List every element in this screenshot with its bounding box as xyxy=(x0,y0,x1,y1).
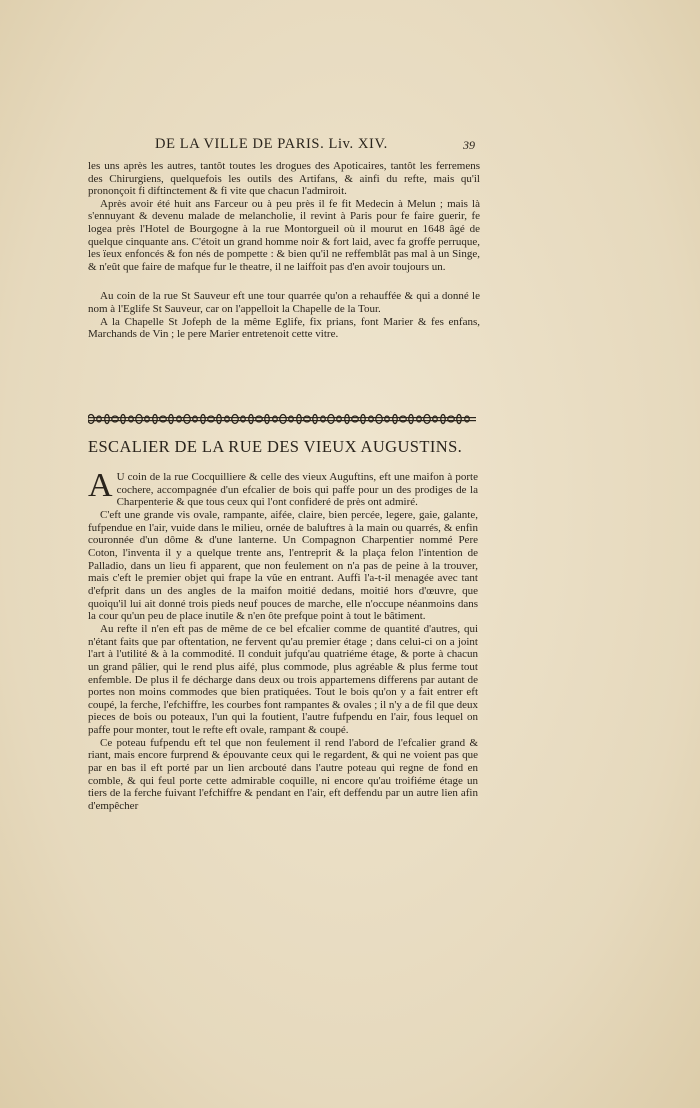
paragraph: Ce poteau fufpendu eft tel que non feulement il rend l'abord de l'efcalier grand & riant, mais encore furprend & épouvante ceux qui le regardent, & qui ne voient pas que par en bas il eft porté par un lien arcbouté dans l'autre poteau qui regne de fond en comble, & qui feul porte cette admirable coquille, ni encore qu'au troifiéme étage un tiers de la ferche fuivant l'efchiffre & pendant en l'air, eft deffendu par un autre lien afin d'empêcher xyxy=(88,736,478,813)
section-title: ESCALIER DE LA RUE DES VIEUX AUGUSTINS. xyxy=(88,437,463,456)
drop-cap: A xyxy=(88,467,113,504)
paragraph: Après avoir été huit ans Farceur ou à peu près il fe fit Medecin à Melun ; mais là s'ennuyant & devenu malade de melancholie, il revint à Paris pour fe faire guerir, fe logea près l'Hotel de Bourgogne à la rue Montorgueil où il mourut en 1648 âgé de quelque cinquante ans. C'étoit un grand homme noir & fort laid, avec fa groffe perruque, les ïeux enfoncés & fon nés de pompette : & bien qu'il ne reffemblât pas mal à un Singe, & n'eût que faire de mafque fur le theatre, il ne laiffoit pas d'en avoir toujours un. xyxy=(88,197,480,273)
upper-text xyxy=(88,160,480,341)
paragraph-first xyxy=(88,467,478,509)
paragraph: Au refte il n'en eft pas de même de ce bel efcalier comme de quantité d'autres, qui n'étant faits que par oftentation, ne fervent qu'au premier étage ; dans celui-ci on a joint l'art à l'utilité & à la commodité. Il conduit jufqu'au quatriéme étage, & porte à chacun un grand pâlier, qui le rend plus aifé, plus commode, plus agréable & plus ferme tout enfemble. De plus il fe décharge dans deux ou trois appartemens differens par autant de portes non moins commodes que bien pratiquées. Tout le bois qu'on y a fait entrer eft coupé, la ferche, l'efchiffre, les courbes font rampantes & ovales ; il n'y a de fil que deux pieces de bois ou poteaux, l'un qui la foutient, l'autre fufpendu en l'air, fous lequel on paffe pour monter, tout le refte eft ovale, rampant & coupé. xyxy=(88,622,478,737)
page-number: 39 xyxy=(463,138,475,152)
running-head: DE LA VILLE DE PARIS. Liv. XIV. xyxy=(155,136,388,152)
paragraph: Au coin de la rue St Sauveur eft une tour quarrée qu'on a rehauffée & qui a donné le nom à l'Eglife St Sauveur, car on l'appelloit la Chapelle de la Tour. xyxy=(88,290,480,315)
ornament-band xyxy=(88,413,476,425)
paragraph: A la Chapelle St Jofeph de la même Eglife, fix prians, font Marier & fes enfans, Marchands de Vin ; le pere Marier entretenoit cette vitre. xyxy=(88,315,480,341)
paragraph: C'eft une grande vis ovale, rampante, aifée, claire, bien percée, legere, gaie, galante, fufpendue en l'air, vuide dans le milieu, ornée de baluftres à la main ou quarrés, & enfin couronnée d'un dôme & d'une lanterne. Un Compagnon Charpentier nommé Pere Coton, l'inventa il y a quelque trente ans, l'entreprit & la plaça felon l'intention de Palladio, dans un lieu fi apparent, que non feulement on n'a pas de peine à la trouver, mais c'eft le premier objet qui frape la vûe en entrant. Auffi l'a-t-il menagée avec tant d'efprit dans un des angles de la maifon moitié dedans, moitié hors d'œuvre, que quoiqu'il lui ait donné trois pieds neuf pouces de marche, elle n'occupe néanmoins dans la cour qu'un peu de place inutile & n'en ôte prefque point à tout le bâtiment. xyxy=(88,508,478,623)
paragraph: les uns après les autres, tantôt toutes les drogues des Apoticaires, tantôt les ferremens des Chirurgiens, quelquefois les outils des Artifans, & ainfi du refte, mais qu'il prononçoit fi diftinctement & fi vite que chacun l'admiroit. xyxy=(88,160,480,198)
section-body xyxy=(88,467,478,813)
paragraph-first-text: U coin de la rue Cocquilliere & celle des vieux Auguftins, eft une maifon à porte cochere, accompagnée d'un efcalier de bois qui paffe pour un des prodiges de la Charpenterie & que tous ceux qui l'ont confideré de près ont admiré. xyxy=(116,471,478,509)
